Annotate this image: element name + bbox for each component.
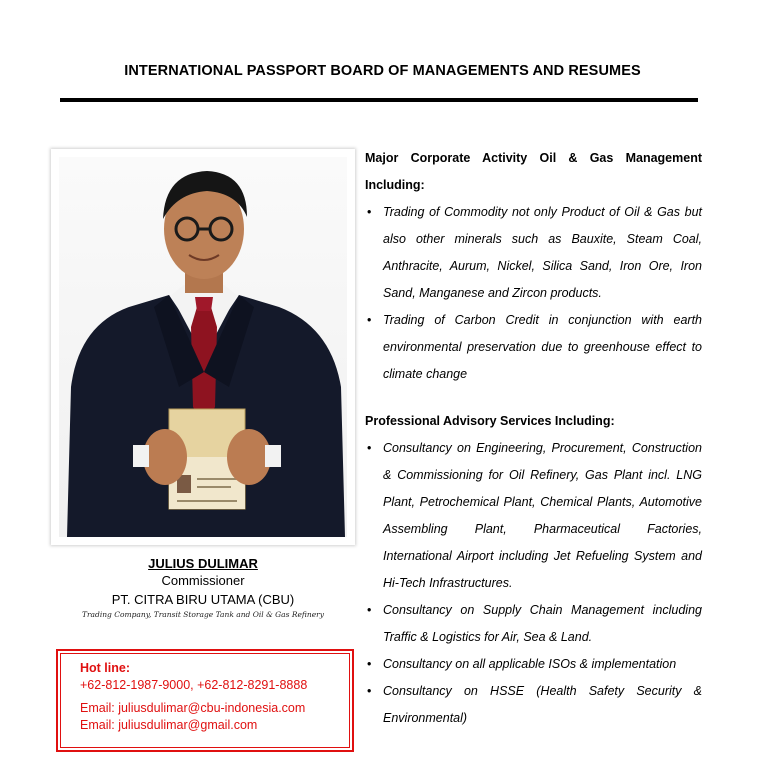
hotline-email-primary[interactable]: Email: juliusdulimar@cbu-indonesia.com [80, 701, 306, 715]
hotline-title: Hot line: [80, 661, 130, 675]
hotline-box [56, 649, 354, 752]
portrait-photo-frame [51, 149, 355, 545]
company-tagline: Trading Company, Transit Storage Tank and Oil & Gas Refinery [81, 610, 325, 619]
section-heading-advisory: Professional Advisory Services Including: [365, 414, 615, 428]
list-item: • Consultancy on HSSE (Health Safety Security & Environmental) [365, 678, 702, 732]
section-spacer [365, 388, 702, 408]
page-title: INTERNATIONAL PASSPORT BOARD OF MANAGEMENTS AND RESUMES [124, 63, 641, 79]
hotline-email-secondary[interactable]: Email: juliusdulimar@gmail.com [80, 718, 258, 732]
advisory-services-list [365, 435, 702, 732]
person-role: Commissioner [161, 573, 245, 588]
list-item: • Consultancy on Engineering, Procurement, Construction & Commissioning for Oil Refinery, Gas Plant incl. LNG Plant, Petrochemical Plant, Chemical Plants, Automotive Assembling Plant, Pharmaceutical Factories, International Airport including Jet Refueling System and Hi-Tech Infrastructures. [365, 435, 702, 597]
list-item: • Consultancy on all applicable ISOs & implementation [365, 651, 702, 678]
person-name: JULIUS DULIMAR [148, 556, 258, 571]
hotline-phones[interactable]: +62-812-1987-9000, +62-812-8291-8888 [80, 678, 308, 692]
hotline-content [60, 653, 350, 748]
title-divider [60, 98, 698, 102]
list-item: • Consultancy on Supply Chain Management including Traffic & Logistics for Air, Sea & Land. [365, 597, 702, 651]
list-item: • Trading of Commodity not only Product of Oil & Gas but also other minerals such as Bauxite, Steam Coal, Anthracite, Aurum, Nickel, Silica Sand, Iron Ore, Iron Sand, Manganese and Zircon products. [365, 199, 702, 307]
list-item: • Trading of Carbon Credit in conjunction with earth environmental preservation due to greenhouse effect to climate change [365, 307, 702, 388]
company-name: PT. CITRA BIRU UTAMA (CBU) [111, 592, 295, 607]
activities-column [365, 145, 702, 732]
section-heading-corporate: Major Corporate Activity Oil & Gas Management Including: [365, 151, 702, 192]
portrait-photo [59, 157, 347, 537]
portrait-illustration [59, 157, 347, 537]
corporate-activity-list [365, 199, 702, 388]
